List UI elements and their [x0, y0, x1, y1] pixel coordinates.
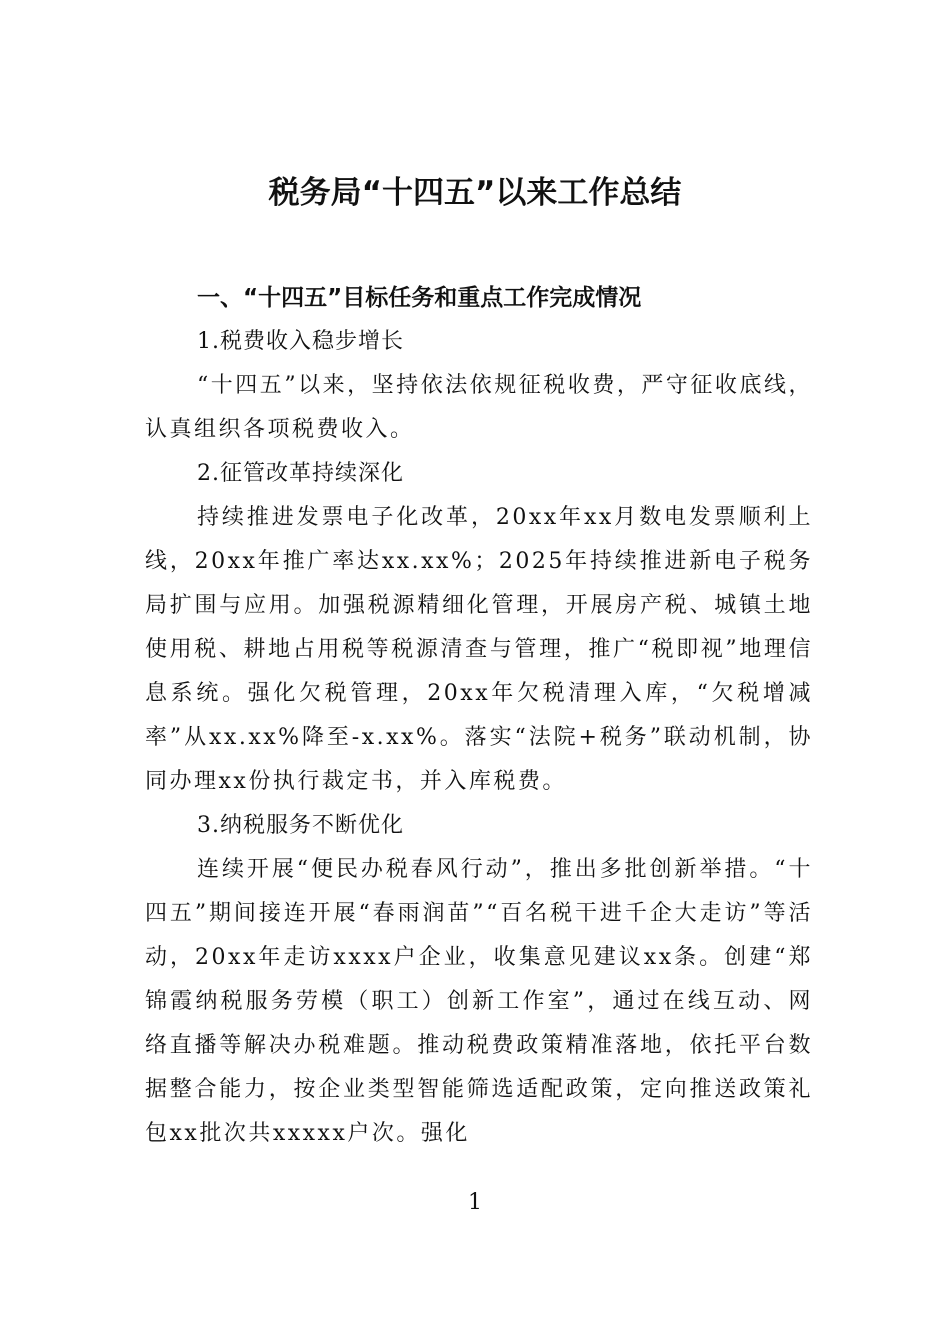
subsection-heading-3: 3.纳税服务不断优化: [197, 813, 404, 838]
subsection-paragraph-2: 持续推进发票电子化改革，20xx年xx月数电发票顺利上线，20xx年推广率达xx.xx%；2025年持续推进新电子税务局扩围与应用。加强税源精细化管理，开展房产税、城镇土地使用税、耕地占用税等税源清查与管理，推广“税即视”地理信息系统。强化欠税管理，20xx年欠税清理入库，“欠税增减率”从xx.xx%降至-x.xx%。落实“法院+税务”联动机制，协同办理xx份执行裁定书，并入库税费。: [145, 505, 813, 794]
page-number: 1: [468, 1190, 482, 1215]
subsection-heading-2: 2.征管改革持续深化: [197, 461, 404, 486]
subsection-paragraph-3: 连续开展“便民办税春风行动”，推出多批创新举措。“十四五”期间接连开展“春雨润苗”“百名税干进千企大走访”等活动，20xx年走访xxxx户企业，收集意见建议xx条。创建“郑锦霞纳税服务劳模（职工）创新工作室”，通过在线互动、网络直播等解决办税难题。推动税费政策精准落地，依托平台数据整合能力，按企业类型智能筛选适配政策，定向推送政策礼包xx批次共xxxxx户次。强化: [145, 857, 813, 1146]
subsection-heading-1: 1.税费收入稳步增长: [197, 329, 404, 354]
document-body: [145, 276, 813, 1156]
document-title: 税务局“十四五”以来工作总结: [268, 175, 682, 211]
subsection-paragraph-1: “十四五”以来，坚持依法依规征税收费，严守征收底线，认真组织各项税费收入。: [145, 373, 813, 442]
section-heading: 一、“十四五”目标任务和重点工作完成情况: [197, 285, 642, 311]
